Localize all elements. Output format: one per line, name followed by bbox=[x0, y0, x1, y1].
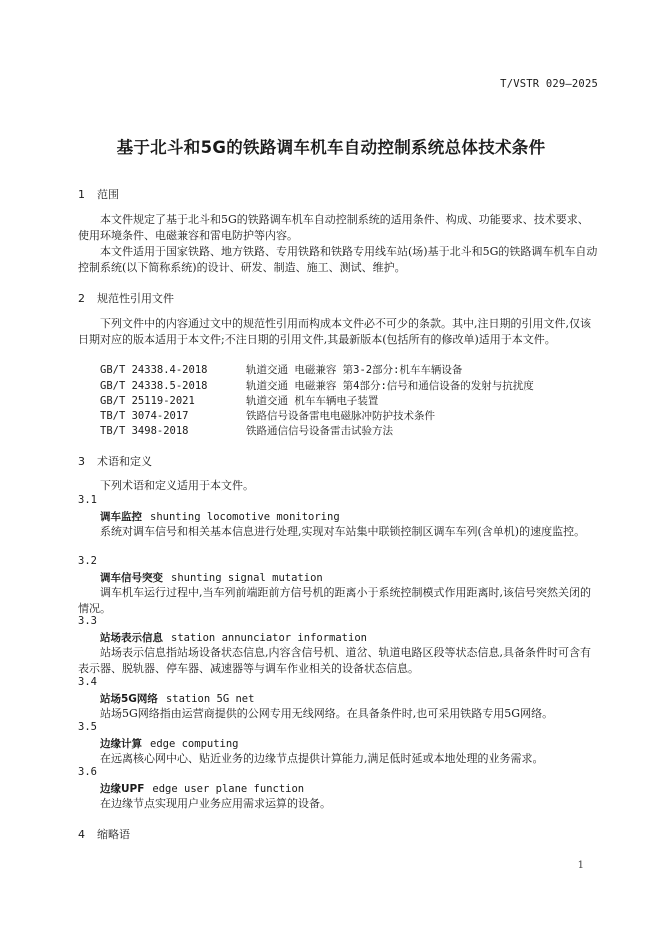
section-title: 术语和定义 bbox=[97, 455, 152, 468]
reference-item bbox=[100, 378, 534, 393]
term-english: station 5G net bbox=[165, 693, 255, 705]
reference-name: 轨道交通 电磁兼容 第4部分:信号和通信设备的发射与抗扰度 bbox=[246, 380, 534, 392]
reference-item bbox=[100, 362, 462, 377]
section-number: 2 bbox=[78, 292, 85, 305]
term-english: station annunciator information bbox=[171, 632, 367, 644]
document-id: T/VSTR 029—2025 bbox=[500, 78, 598, 90]
term-definition: 在远离核心网中心、贴近业务的边缘节点提供计算能力,满足低时延或本地处理的业务需求。 bbox=[100, 752, 544, 765]
section-title: 范围 bbox=[97, 188, 119, 201]
term-chinese: 边缘UPF bbox=[100, 783, 145, 795]
section-3-heading bbox=[78, 453, 152, 469]
section-number: 1 bbox=[78, 188, 85, 201]
term-number: 3.4 bbox=[78, 676, 97, 688]
section-title: 规范性引用文件 bbox=[97, 292, 174, 305]
term-entry bbox=[100, 509, 340, 524]
section-2-paragraph: 下列文件中的内容通过文中的规范性引用而构成本文件必不可少的条款。其中,注日期的引用文件,仅该日期对应的版本适用于本文件;不注日期的引用文件,其最新版本(包括所有的修改单)适用于本文件。 bbox=[78, 317, 591, 346]
term-english: edge user plane function bbox=[152, 783, 305, 795]
term-number: 3.3 bbox=[78, 615, 97, 627]
term-chinese: 边缘计算 bbox=[100, 738, 142, 750]
section-1-heading bbox=[78, 186, 119, 202]
term-entry bbox=[100, 630, 367, 645]
term-definition: 系统对调车信号和相关基本信息进行处理,实现对车站集中联锁控制区调车车列(含单机)的速度监控。 bbox=[100, 525, 586, 538]
section-1-paragraph-1: 本文件规定了基于北斗和5G的铁路调车机车自动控制系统的适用条件、构成、功能要求、技术要求、使用环境条件、电磁兼容和雷电防护等内容。 bbox=[78, 213, 589, 242]
reference-name: 铁路信号设备雷电电磁脉冲防护技术条件 bbox=[246, 410, 435, 422]
reference-item bbox=[100, 423, 393, 438]
reference-name: 轨道交通 电磁兼容 第3-2部分:机车车辆设备 bbox=[246, 364, 463, 376]
section-number: 4 bbox=[78, 828, 85, 841]
section-2-heading bbox=[78, 290, 174, 306]
reference-code: TB/T 3074-2017 bbox=[100, 410, 189, 422]
term-definition: 站场表示信息指站场设备状态信息,内容含信号机、道岔、轨道电路区段等状态信息,具备条件时可含有表示器、脱轨器、停车器、减速器等与调车作业相关的设备状态信息。 bbox=[78, 646, 591, 675]
section-number: 3 bbox=[78, 455, 85, 468]
term-definition: 调车机车运行过程中,当车列前端距前方信号机的距离小于系统控制模式作用距离时,该信号突然关闭的情况。 bbox=[78, 586, 591, 615]
term-number: 3.5 bbox=[78, 721, 97, 733]
term-number: 3.1 bbox=[78, 494, 97, 506]
reference-name: 铁路通信信号设备雷击试验方法 bbox=[246, 425, 393, 437]
term-english: shunting signal mutation bbox=[171, 572, 323, 584]
document-title: 基于北斗和5G的铁路调车机车自动控制系统总体技术条件 bbox=[116, 138, 546, 157]
term-chinese: 调车监控 bbox=[100, 511, 142, 523]
term-english: shunting locomotive monitoring bbox=[150, 511, 340, 523]
reference-item bbox=[100, 393, 378, 408]
section-title: 缩略语 bbox=[97, 828, 130, 841]
term-entry bbox=[100, 781, 304, 796]
term-entry bbox=[100, 736, 239, 751]
reference-item bbox=[100, 408, 435, 423]
term-chinese: 调车信号突变 bbox=[100, 572, 163, 584]
section-1-paragraph-2: 本文件适用于国家铁路、地方铁路、专用铁路和铁路专用线车站(场)基于北斗和5G的铁路调车机车自动控制系统(以下简称系统)的设计、研发、制造、施工、测试、维护。 bbox=[78, 245, 598, 274]
term-definition: 站场5G网络指由运营商提供的公网专用无线网络。在具备条件时,也可采用铁路专用5G网络。 bbox=[100, 707, 554, 720]
section-4-heading bbox=[78, 826, 130, 842]
term-chinese: 站场表示信息 bbox=[100, 632, 163, 644]
term-chinese: 站场5G网络 bbox=[100, 693, 158, 705]
reference-code: GB/T 24338.4-2018 bbox=[100, 364, 208, 376]
reference-name: 轨道交通 机车车辆电子装置 bbox=[246, 395, 379, 407]
term-number: 3.2 bbox=[78, 555, 97, 567]
section-3-intro: 下列术语和定义适用于本文件。 bbox=[100, 479, 254, 492]
reference-code: GB/T 24338.5-2018 bbox=[100, 380, 208, 392]
reference-code: TB/T 3498-2018 bbox=[100, 425, 189, 437]
page-number: 1 bbox=[577, 860, 584, 871]
term-entry bbox=[100, 570, 323, 585]
reference-code: GB/T 25119-2021 bbox=[100, 395, 195, 407]
term-number: 3.6 bbox=[78, 766, 97, 778]
term-entry bbox=[100, 691, 254, 706]
term-definition: 在边缘节点实现用户业务应用需求运算的设备。 bbox=[100, 797, 331, 810]
term-english: edge computing bbox=[150, 738, 239, 750]
